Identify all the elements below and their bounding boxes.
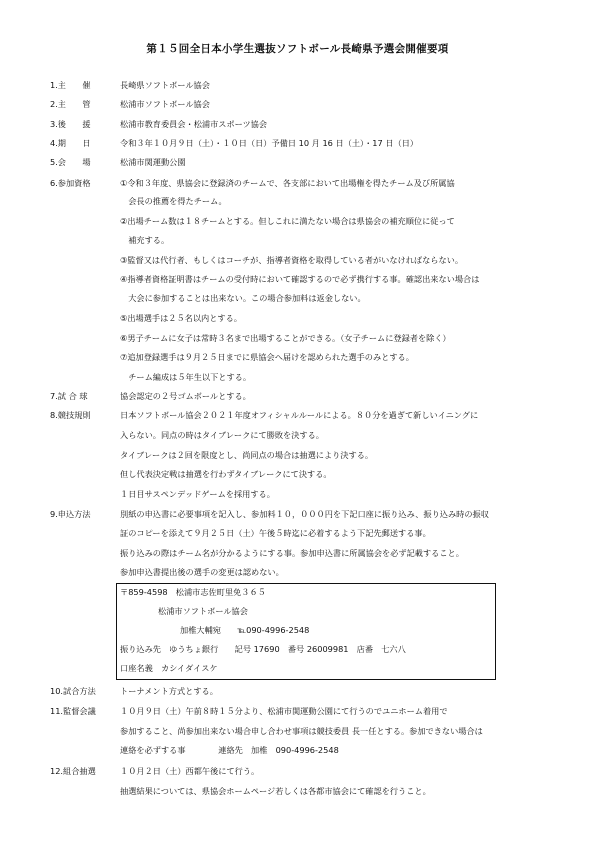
eligibility-line: ③監督又は代行者、もしくはコーチが、指導者資格を取得している者がいなければならない。: [120, 255, 464, 265]
rules-line: タイブレークは２回を限度とし、尚同点の場合は抽選により決する。: [120, 450, 374, 460]
item-label-application: 9.申込方法: [50, 509, 91, 519]
eligibility-line: ⑦追加登録選手は９月２５日までに県協会へ届けを認められた選手のみとする。: [120, 352, 414, 362]
document-title: 第１５回全日本小学生選抜ソフトボール長崎県予選会開催要項: [146, 43, 449, 55]
item-value-manager: 松浦市ソフトボール協会: [120, 99, 210, 109]
item-value-organizer: 長崎県ソフトボール協会: [120, 80, 210, 90]
address-org: 松浦市ソフトボール協会: [158, 606, 248, 616]
item-label-organizer: 1.主 催: [50, 80, 91, 90]
application-line: 振り込みの際はチーム名が分かるようにする事。参加申込書に所属協会を必ず記載すること。: [120, 548, 464, 558]
item-value-date: 令和３年１０月９日（土）・１０日（日）予備日 10 月 16 日（土）・17 日（日）: [120, 138, 419, 148]
eligibility-line: チーム編成は５年生以下とする。: [120, 372, 252, 382]
application-line: 証のコピーを添えて９月２５日（土）午後５時迄に必着するよう下記先郵送する事。: [120, 528, 431, 538]
meeting-line: 参加すること、尚参加出来ない場合申し合わせ事項は競技委員 長一任とする。参加できない場合は: [120, 726, 483, 736]
rules-line: １日目サスペンデッドゲームを採用する。: [120, 489, 275, 499]
item-label-manager: 2.主 管: [50, 99, 91, 109]
meeting-line: 連絡を必ずする事 連絡先 加椎 090-4996-2548: [120, 745, 339, 755]
application-line: 別紙の申込書に必要事項を記入し、参加料１０，０００円を下記口座に振り込み、振り込み時の振収: [120, 509, 489, 519]
eligibility-line: ⑥男子チームに女子は常時３名まで出場することができる。（女子チームに登録者を除く）: [120, 333, 451, 343]
address-contact: 加椎大輔宛 ℡090-4996-2548: [180, 625, 310, 635]
address-postal: 〒859-4598 松浦市志佐町里免３６５: [120, 587, 266, 597]
address-bank: 振り込み先 ゆうちょ銀行 記号 17690 番号 26009981 店番 七六八: [120, 644, 406, 654]
item-label-ball: 7.試 合 球: [50, 391, 88, 401]
eligibility-line: ④指導者資格証明書はチームの受付時において確認するので必ず携行する事。確認出来ない場合は: [120, 274, 480, 284]
item-value-ball: 協会認定の２号ゴムボールとする。: [120, 391, 251, 401]
item-value-venue: 松浦市関運動公園: [120, 157, 186, 167]
eligibility-line: 大会に参加することは出来ない。この場合参加料は返金しない。: [120, 293, 366, 303]
item-label-draw: 12.組合抽選: [50, 766, 96, 776]
eligibility-line: ⑤出場選手は２５名以内とする。: [120, 313, 242, 323]
eligibility-line: 補充する。: [120, 235, 170, 245]
item-label-format: 10.試合方法: [50, 686, 96, 696]
eligibility-line: ①令和３年度、県協会に登録済のチームで、各支部において出場権を得たチーム及び所属協: [120, 178, 455, 188]
rules-line: 日本ソフトボール協会２０２１年度オフィシャルルールによる。８０分を過ぎて新しいイニングに: [120, 410, 479, 420]
item-label-rules: 8.競技規則: [50, 410, 91, 420]
address-account: 口座名義 カシイダイスケ: [120, 663, 218, 673]
item-label-support: 3.後 援: [50, 119, 91, 129]
rules-line: 入らない。同点の時はタイブレークにて勝敗を決する。: [120, 430, 324, 440]
item-label-meeting: 11.監督会議: [50, 706, 96, 716]
item-label-eligibility: 6.参加資格: [50, 178, 91, 188]
item-value-support: 松浦市教育委員会・松浦市スポーツ協会: [120, 119, 268, 129]
item-value-format: トーナメント方式とする。: [120, 686, 218, 696]
item-label-venue: 5.会 場: [50, 157, 91, 167]
draw-line: １０月２日（土）西都午後にて行う。: [120, 766, 260, 776]
application-line: 参加申込書提出後の選手の変更は認めない。: [120, 567, 284, 577]
eligibility-line: ②出場チーム数は１８チームとする。但しこれに満たない場合は県協会の補充順位に従って: [120, 216, 455, 226]
item-label-date: 4.期 日: [50, 138, 91, 148]
draw-line: 抽選結果については、県協会ホームページ若しくは各都市協会にて確認を行うこと。: [120, 786, 431, 796]
meeting-line: １０月９日（土）午前８時１５分より、松浦市関運動公園にて行うのでユニホーム着用で: [120, 706, 448, 716]
rules-line: 但し代表決定戦は抽選を行わずタイブレークにて決する。: [120, 469, 332, 479]
eligibility-line: 会長の推薦を得たチーム。: [120, 196, 227, 206]
